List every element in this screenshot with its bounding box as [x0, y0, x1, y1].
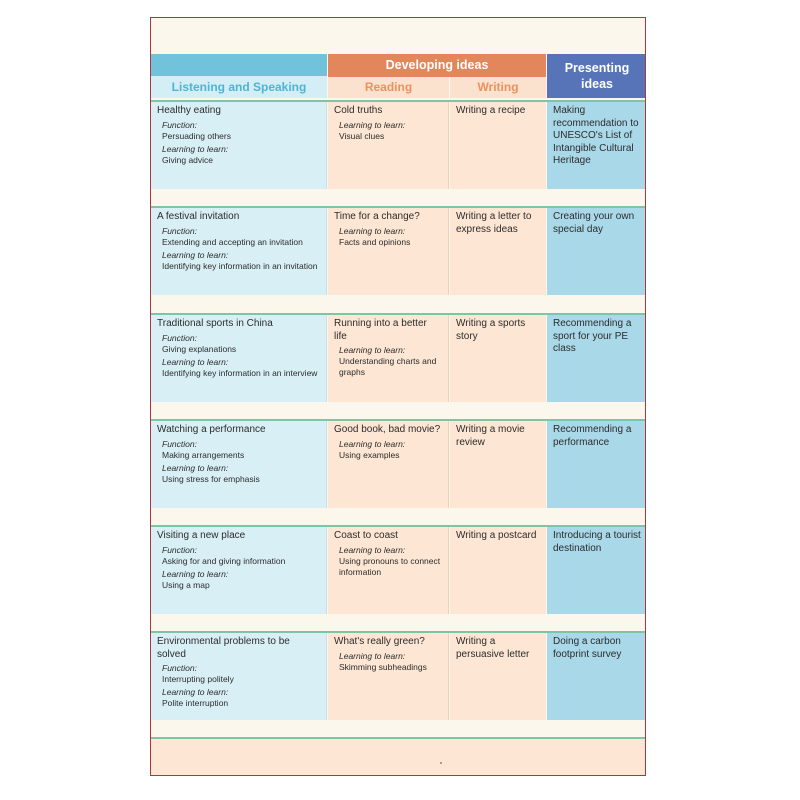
reading-title: Time for a change? — [334, 211, 420, 222]
reading-learning-label: Learning to learn: — [339, 345, 406, 355]
ls-learning-label: Learning to learn: — [162, 356, 229, 367]
reading-header: Reading — [328, 77, 449, 98]
ls-function: Asking for and giving information — [162, 555, 286, 566]
ls-topic: Visiting a new place — [157, 530, 246, 541]
reading-cell — [328, 633, 449, 720]
ls-learning-label: Learning to learn: — [162, 687, 229, 697]
ls-topic: Traditional sports in China — [157, 318, 273, 329]
presenting-task: Making recommendation to UNESCO's List of Intangible Cultural Heritage — [553, 105, 639, 166]
page-dot — [440, 762, 442, 764]
presenting-task: Doing a carbon footprint survey — [553, 636, 622, 660]
writing-cell — [450, 633, 546, 720]
reading-title: Running into a better life — [334, 318, 427, 342]
reading-learning: Understanding charts and graphs — [339, 356, 437, 377]
ls-function-label: Function: — [162, 225, 197, 236]
writing-task: Writing a persuasive letter — [456, 636, 530, 660]
ls-function: Persuading others — [162, 130, 231, 141]
ls-learning-label: Learning to learn: — [162, 143, 229, 154]
presenting-cell — [547, 102, 646, 189]
unit-row — [151, 313, 646, 402]
ls-function: Giving explanations — [162, 343, 237, 354]
reading-title: Cold truths — [334, 105, 383, 116]
writing-task: Writing a postcard — [456, 530, 537, 541]
reading-learning: Skimming subheadings — [339, 661, 427, 672]
ls-learning: Using a map — [162, 579, 210, 590]
listening-speaking-cell — [151, 208, 327, 295]
ls-function-label: Function: — [162, 332, 197, 343]
presenting-task: Recommending a performance — [553, 424, 632, 448]
reading-cell — [328, 527, 449, 614]
reading-learning: Using pronouns to connect information — [339, 555, 441, 577]
presenting-cell — [547, 421, 646, 508]
unit-row — [151, 206, 646, 295]
ls-learning-label: Learning to learn: — [162, 568, 229, 579]
ls-learning-label: Learning to learn: — [162, 462, 229, 473]
writing-task: Writing a movie review — [456, 424, 525, 448]
reading-cell — [328, 208, 449, 295]
unit-row — [151, 419, 646, 508]
reading-learning-label: Learning to learn: — [339, 544, 406, 555]
ls-topic: Environmental problems to be solved — [157, 636, 290, 660]
ls-function: Making arrangements — [162, 449, 245, 460]
ls-function: Interrupting politely — [162, 674, 234, 684]
writing-cell — [450, 527, 546, 614]
ls-function-label: Function: — [162, 119, 197, 130]
reading-learning-label: Learning to learn: — [339, 438, 406, 449]
writing-cell — [450, 421, 546, 508]
presenting-ideas-header — [547, 54, 646, 98]
ls-learning: Using stress for emphasis — [162, 473, 260, 484]
reading-learning: Facts and opinions — [339, 236, 411, 247]
reading-cell — [328, 421, 449, 508]
ls-function-label: Function: — [162, 663, 197, 673]
presenting-cell — [547, 315, 646, 402]
reading-learning-label: Learning to learn: — [339, 119, 406, 130]
reading-title: Good book, bad movie? — [334, 424, 441, 435]
contents-page — [150, 17, 646, 776]
ls-learning: Giving advice — [162, 154, 214, 165]
presenting-task: Recommending a sport for your PE class — [553, 318, 632, 354]
presenting-cell — [547, 527, 646, 614]
unit-row — [151, 100, 646, 189]
page-footer-band — [151, 737, 646, 776]
reading-learning-label: Learning to learn: — [339, 225, 406, 236]
unit-row — [151, 631, 646, 720]
writing-task: Writing a recipe — [456, 105, 526, 116]
listening-speaking-cell — [151, 421, 327, 508]
ls-learning: Identifying key information in an invitation — [162, 260, 318, 271]
reading-learning: Visual clues — [339, 130, 385, 141]
listening-speaking-cell — [151, 102, 327, 189]
ls-topic: Watching a performance — [157, 424, 266, 435]
presenting-cell — [547, 633, 646, 720]
presenting-ideas-line1: Presenting — [564, 61, 630, 75]
reading-cell — [328, 315, 449, 402]
writing-task: Writing a sports story — [456, 318, 526, 342]
listening-speaking-header-bar — [151, 54, 327, 76]
listening-speaking-cell — [151, 315, 327, 402]
ls-function: Extending and accepting an invitation — [162, 236, 303, 247]
presenting-cell — [547, 208, 646, 295]
reading-cell — [328, 102, 449, 189]
ls-learning-label: Learning to learn: — [162, 249, 229, 260]
writing-cell — [450, 315, 546, 402]
presenting-task: Creating your own special day — [553, 211, 635, 235]
ls-function-label: Function: — [162, 544, 197, 555]
listening-speaking-cell — [151, 633, 327, 720]
reading-title: Coast to coast — [334, 530, 398, 541]
reading-learning-label: Learning to learn: — [339, 650, 406, 661]
reading-learning: Using examples — [339, 449, 400, 460]
unit-row — [151, 525, 646, 614]
writing-cell — [450, 208, 546, 295]
ls-function-label: Function: — [162, 438, 197, 449]
reading-title: What's really green? — [334, 636, 425, 647]
listening-speaking-cell — [151, 527, 327, 614]
ls-topic: A festival invitation — [157, 211, 240, 222]
writing-cell — [450, 102, 546, 189]
presenting-ideas-line2: ideas — [581, 77, 613, 91]
writing-task: Writing a letter to express ideas — [456, 211, 532, 235]
developing-ideas-header: Developing ideas — [328, 54, 546, 77]
ls-topic: Healthy eating — [157, 105, 221, 116]
writing-header: Writing — [450, 77, 546, 98]
ls-learning: Polite interruption — [162, 698, 229, 708]
presenting-task: Introducing a tourist destination — [553, 530, 641, 554]
listening-speaking-header: Listening and Speaking — [151, 76, 327, 98]
ls-learning: Identifying key information in an interview — [162, 367, 318, 378]
